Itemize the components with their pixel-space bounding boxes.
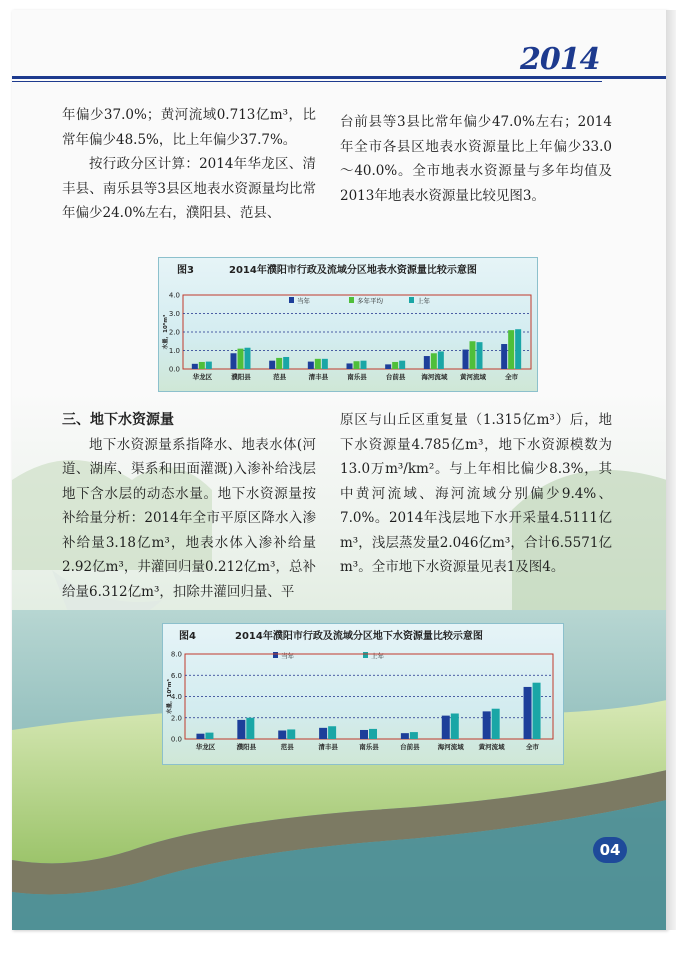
x-tick-label: 台前县: [385, 373, 406, 381]
bar: [438, 351, 444, 369]
bar: [401, 733, 409, 739]
bar: [196, 734, 204, 739]
bar: [392, 362, 398, 369]
bar: [385, 364, 391, 369]
bar: [328, 726, 336, 739]
y-tick-label: 6.0: [170, 671, 182, 680]
legend-label: 多年平均: [357, 297, 383, 305]
y-tick-label: 0.0: [168, 365, 180, 374]
legend-swatch: [289, 297, 294, 303]
bar: [354, 361, 360, 369]
y-tick-label: 2.0: [170, 714, 182, 723]
y-axis-label: 水量，10⁸m³: [167, 679, 173, 714]
x-tick-label: 黄河流域: [478, 743, 505, 751]
right-column-section3: [340, 408, 612, 580]
bar: [276, 358, 282, 369]
chart-title: 2014年濮阳市行政及流域分区地下水资源量比较示意图: [235, 631, 483, 642]
x-tick-label: 濮阳县: [231, 373, 251, 381]
header-rule: [12, 76, 602, 79]
x-tick-label: 南乐县: [347, 373, 367, 381]
y-axis-label: 水量，10⁸m³: [163, 314, 169, 350]
bar: [501, 344, 507, 369]
page-edge-shadow: [666, 10, 676, 930]
y-tick-label: 4.0: [170, 693, 182, 701]
bar: [424, 356, 430, 369]
bar: [246, 718, 254, 739]
bar: [361, 361, 367, 369]
bar: [451, 714, 459, 740]
legend-label: 上年: [417, 297, 430, 305]
x-tick-label: 清丰县: [318, 743, 338, 751]
bar: [483, 711, 491, 739]
figure-label: 图4: [179, 631, 196, 642]
header-rule-thin: [12, 81, 602, 82]
x-tick-label: 华龙区: [192, 373, 213, 381]
x-tick-label: 濮阳县: [236, 743, 257, 751]
bar: [269, 361, 275, 369]
x-tick-label: 范县: [280, 743, 294, 751]
x-tick-label: 华龙区: [195, 743, 216, 751]
x-tick-label: 范县: [273, 373, 287, 381]
bar: [315, 359, 321, 369]
y-tick-label: 0.0: [170, 735, 182, 744]
paragraph: 台前县等3县比常年偏少47.0%左右；2014年全市各县区地表水资源量比上年偏少33.0～40.0%。全市地表水资源量与多年均值及2013年地表水资源量比较见图3。: [340, 114, 612, 204]
legend-label: 当年: [297, 297, 310, 305]
y-tick-label: 3.0: [168, 310, 180, 318]
bar: [206, 362, 212, 369]
figure-4-chart: [162, 623, 564, 765]
figure-4-svg: [163, 624, 563, 764]
bar: [231, 353, 237, 369]
x-tick-label: 清丰县: [308, 373, 329, 381]
legend-swatch: [363, 652, 368, 658]
figure-3-svg: [159, 258, 537, 391]
legend-label: 上年: [371, 652, 384, 660]
x-tick-label: 台前县: [400, 743, 420, 751]
x-tick-label: 全市: [505, 373, 519, 381]
bar: [308, 362, 314, 369]
bar: [431, 353, 437, 369]
bar: [492, 709, 500, 739]
right-column-top: [340, 110, 612, 208]
bar: [278, 731, 286, 740]
legend-label: 当年: [281, 652, 294, 660]
legend-swatch: [273, 652, 278, 658]
bar: [515, 329, 521, 369]
bar: [508, 330, 514, 369]
bar: [470, 341, 476, 369]
paragraph: 年偏少37.0%；黄河流域0.713亿m³，比常年偏少48.5%，比上年偏少37.7%。: [62, 107, 316, 148]
x-tick-label: 海河流域: [421, 373, 448, 381]
legend-swatch: [349, 297, 354, 303]
bar: [463, 350, 469, 369]
bar: [477, 342, 483, 369]
left-column-top: [62, 103, 316, 226]
y-tick-label: 1.0: [168, 347, 180, 355]
bar: [524, 687, 532, 739]
x-tick-label: 全市: [526, 743, 540, 751]
bar: [199, 362, 205, 369]
header-rule-right: [597, 76, 667, 79]
figure-3-chart: [158, 257, 538, 392]
bar: [360, 730, 368, 739]
page-number: 04: [593, 837, 627, 863]
legend-swatch: [409, 297, 414, 303]
bar: [319, 728, 327, 739]
x-tick-label: 海河流域: [437, 743, 464, 751]
bar: [238, 349, 244, 369]
left-column-section3: [62, 408, 316, 604]
bar: [192, 364, 198, 369]
bar: [399, 361, 405, 369]
bar: [442, 716, 450, 739]
section-heading: 三、地下水资源量: [62, 412, 174, 428]
year-logo: 2014: [520, 42, 600, 77]
chart-title: 2014年濮阳市行政及流域分区地表水资源量比较示意图: [229, 265, 477, 276]
y-tick-label: 2.0: [168, 328, 180, 337]
bar: [287, 729, 295, 739]
bar: [237, 720, 245, 739]
paragraph: 原区与山丘区重复量（1.315亿m³）后，地下水资源量4.785亿m³，地下水资源模数为13.0万m³/km²。与上年相比偏少8.3%，其中黄河流域、海河流域分别偏少9.4%、7.0%。2014年浅层地下水开采量4.5111亿m³，浅层蒸发量2.046亿m³，合计6.5571亿m³。全市地下水资源量见表1及图4。: [340, 412, 612, 575]
y-tick-label: 8.0: [170, 650, 182, 659]
bar: [410, 732, 418, 739]
bar: [205, 733, 213, 739]
bar: [533, 683, 541, 739]
paragraph: 按行政分区计算：2014年华龙区、清丰县、南乐县等3县区地表水资源量均比常年偏少24.0%左右，濮阳县、范县、: [62, 156, 316, 221]
bar: [283, 357, 289, 369]
bar: [322, 359, 328, 369]
bar: [347, 363, 353, 369]
x-tick-label: 黄河流域: [460, 373, 486, 381]
y-tick-label: 4.0: [168, 291, 180, 300]
bar: [369, 729, 377, 739]
paragraph: 地下水资源量系指降水、地表水体(河道、湖库、渠系和田面灌溉)入渗补给浅层地下含水层的动态水量。地下水资源量按补给量分析：2014年全市平原区降水入渗补给量3.18亿m³，地表水体入渗补给量2.92亿m³，井灌回归量0.212亿m³，总补给量6.312亿m³，扣除井灌回归量、平: [62, 436, 316, 600]
bar: [245, 348, 251, 369]
figure-label: 图3: [177, 265, 194, 276]
x-tick-label: 南乐县: [359, 743, 379, 751]
